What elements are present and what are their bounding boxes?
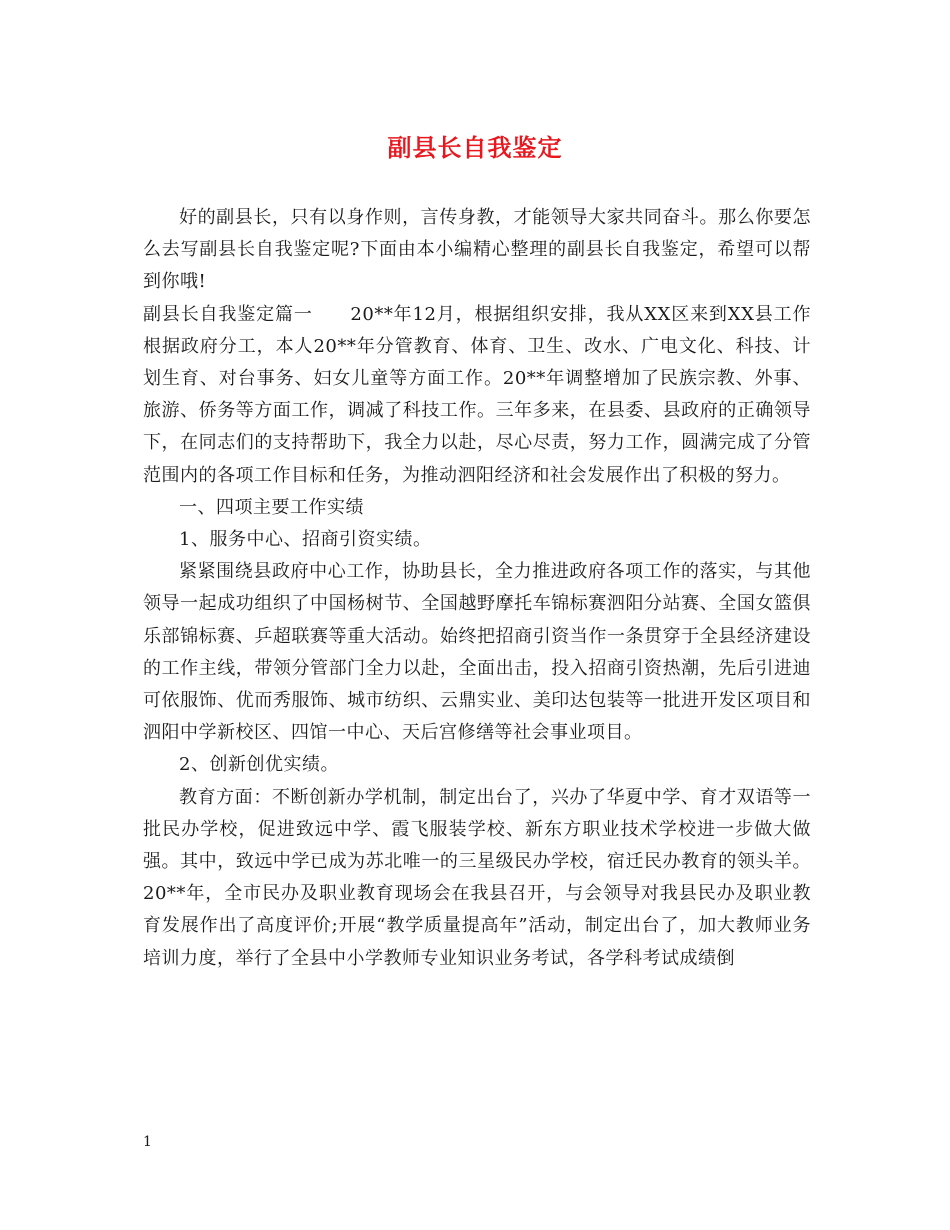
- page-number: 1: [143, 1134, 152, 1150]
- heading-main-achievements: 一、四项主要工作实绩: [179, 496, 364, 518]
- document-title: 副县长自我鉴定: [387, 134, 563, 162]
- paragraph-intro: 好的副县长，只有以身作则，言传身教，才能领导大家共同奋斗。那么你要怎么去写副县长自我鉴定呢?下面由本小编精心整理的副县长自我鉴定，希望可以帮到你哦!: [143, 207, 811, 293]
- paragraph-education: 教育方面：不断创新办学机制，制定出台了，兴办了华夏中学、育才双语等一批民办学校，促进致远中学、霞飞服装学校、新东方职业技术学校进一步做大做强。其中，致远中学已成为苏北唯一的三星级民办学校，宿迁民办教育的领头羊。20**年，全市民办及职业教育现场会在我县召开，与会领导对我县民办及职业教育发展作出了高度评价;开展“教学质量提高年”活动，制定出台了，加大教师业务培训力度，举行了全县中小学教师专业知识业务考试，各学科考试成绩倒: [143, 786, 811, 969]
- subheading-service-investment: 1、服务中心、招商引资实绩。: [179, 529, 432, 551]
- document-body: [143, 202, 811, 975]
- paragraph-section-one: 副县长自我鉴定篇一 20**年12月，根据组织安排，我从XX区来到XX县工作根据政府分工，本人20**年分管教育、体育、卫生、改水、广电文化、科技、计划生育、对台事务、妇女儿童等方面工作。20**年调整增加了民族宗教、外事、旅游、侨务等方面工作，调减了科技工作。三年多来，在县委、县政府的正确领导下，在同志们的支持帮助下，我全力以赴，尽心尽责，努力工作，圆满完成了分管范围内的各项工作目标和任务，为推动泗阳经济和社会发展作出了积极的努力。: [143, 303, 811, 486]
- paragraph-service-investment: 紧紧围绕县政府中心工作，协助县长，全力推进政府各项工作的落实，与其他领导一起成功组织了中国杨树节、全国越野摩托车锦标赛泗阳分站赛、全国女篮俱乐部锦标赛、乒超联赛等重大活动。始终把招商引资当作一条贯穿于全县经济建设的工作主线，带领分管部门全力以赴，全面出击，投入招商引资热潮，先后引进迪可依服饰、优而秀服饰、城市纺织、云鼎实业、美印达包装等一批进开发区项目和泗阳中学新校区、四馆一中心、天后宫修缮等社会事业项目。: [143, 561, 811, 744]
- subheading-innovation: 2、创新创优实绩。: [179, 754, 339, 776]
